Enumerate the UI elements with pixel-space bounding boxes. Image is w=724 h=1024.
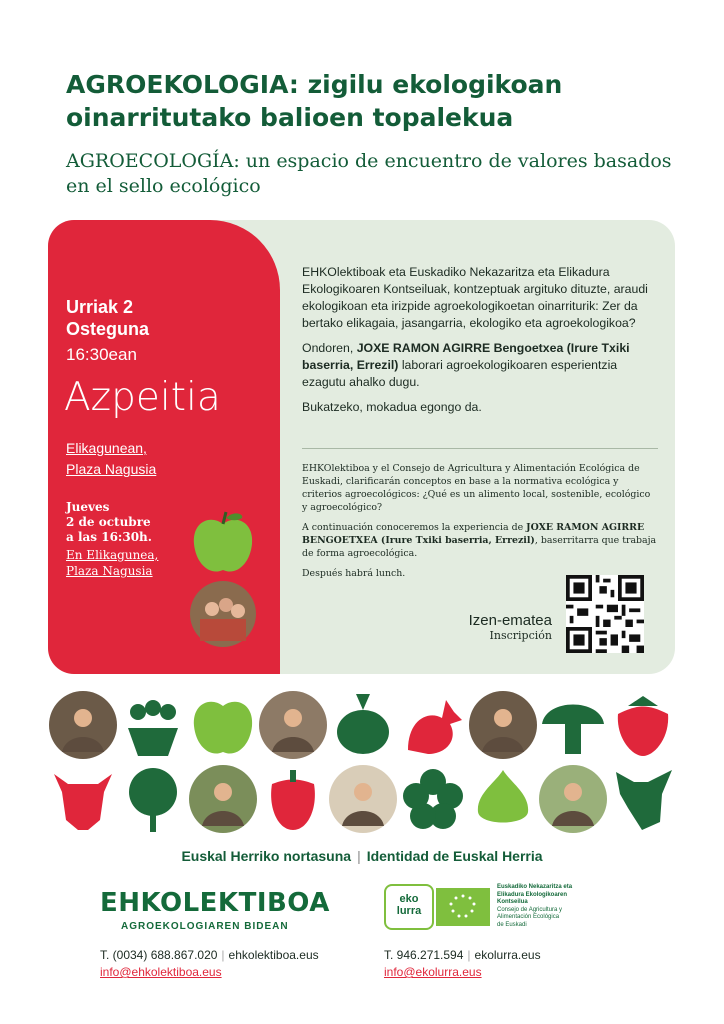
ekolurra-web-link[interactable]: ekolurra.eus (474, 948, 541, 962)
ehko-web-link[interactable]: ehkolektiboa.eus (228, 948, 319, 962)
goat-icon (608, 764, 678, 834)
pepper-icon (258, 764, 328, 834)
photo-farmers (48, 690, 118, 760)
tagline: Euskal Herriko nortasuna | Identidad de Euskal Herria (181, 848, 543, 864)
divider (302, 448, 658, 449)
ehko-mail-link[interactable]: info@ehkolektiboa.eus (100, 965, 222, 979)
ekolurra-mail-link[interactable]: info@ekolurra.eus (384, 965, 482, 979)
flower-icon (398, 764, 468, 834)
description-spanish: EHKOlektiboa y el Consejo de Agricultura y Alimentación Ecológica de Euskadi, clarificarán conceptos en base a la normativa ecológica y criterios agroecológicos: ¿Qué es un alimento local, sostenible, ecológico y agroecológico? A continuación conoceremos la experiencia de JOXE RAMON AGIRRE BENGOETXEA (Irure Txiki baserria, Errezil), baserritarra que trabaja de forma agroecológica. Después habrá lunch. (302, 463, 657, 579)
ekolurra-badge: eko lurra (396, 893, 422, 917)
photo-group (328, 764, 398, 834)
strawberry-icon (608, 690, 678, 760)
ehkolektiboa-subtitle: AGROEKOLOGIAREN BIDEAN (121, 921, 289, 932)
hen-icon (398, 690, 468, 760)
apple-icon (188, 690, 258, 760)
photo-man (468, 690, 538, 760)
ekolurra-contact: T. 946.271.594 | ekolurra.eus info@ekolurra.eus (384, 948, 541, 979)
event-place[interactable]: Elikagunean, Plaza Nagusia (66, 440, 157, 477)
event-photo (190, 581, 256, 647)
event-place-spanish[interactable]: En Elikagunea, Plaza Nagusia (66, 548, 159, 578)
event-city: Azpeitia (64, 375, 221, 420)
photo-man-lettuce (538, 764, 608, 834)
qr-code[interactable] (566, 575, 644, 653)
event-time: 16:30ean (66, 345, 137, 364)
apple-icon (188, 508, 258, 578)
icon-gallery (48, 690, 678, 840)
event-date-spanish: Jueves 2 de octubre a las 16:30h. (66, 500, 152, 544)
cow-icon (48, 764, 118, 834)
fig-icon (468, 764, 538, 834)
ekolurra-name: Euskadiko Nekazaritza eta Elikadura Ekologikoaren Kontseilua Consejo de Agricultura y Alimentación Ecológica de Euskadi (497, 884, 573, 928)
artichoke-icon (118, 690, 188, 760)
ehkolektiboa-logo: EHKOLEKTIBOA (100, 888, 330, 918)
title-spanish: AGROECOLOGÍA: un espacio de encuentro de valores basados en el sello ecológico (66, 150, 672, 197)
description-basque: EHKOlektiboak eta Euskadiko Nekazaritza eta Elikadura Ekologikoaren Kontseiluak, kontzeptuak argituko dituzte, araudi ekologikoan eta irizpide agroekologikoetan oinarriturik: Zer da bertako elikagaia, jasangarria, ekologiko eta agroekologikoa? Ondoren, JOXE RAMON AGIRRE Bengoetxea (Irure Txiki baserria, Errezil) laborari agroekologikoaren esperientzia ezagutu ahalko dugu. Bukatzeko, mokadua egongo da. (302, 265, 648, 414)
title-basque: AGROEKOLOGIA: zigilu ekologikoan oinarritutako balioen topalekua (66, 70, 563, 132)
beet-icon (328, 690, 398, 760)
tree-icon (118, 764, 188, 834)
registration-label: Izen-ematea Inscripción (468, 612, 552, 642)
mushroom-icon (538, 690, 608, 760)
ehko-contact: T. (0034) 688.867.020 | ehkolektiboa.eus info@ehkolektiboa.eus (100, 948, 319, 979)
photo-woman (258, 690, 328, 760)
photo-woman-herbs (188, 764, 258, 834)
event-date: Urriak 2 Osteguna (66, 297, 150, 339)
